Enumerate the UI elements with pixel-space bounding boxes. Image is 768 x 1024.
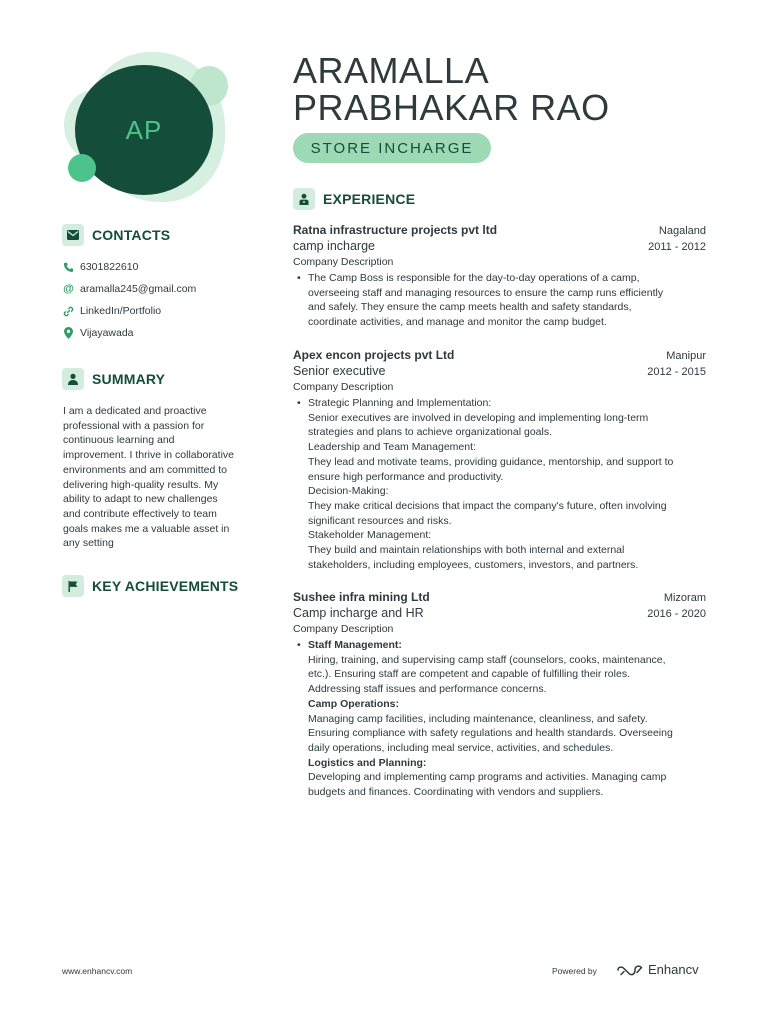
description-line: and safely. They ensure the camp meets health and safety standards, — [308, 301, 632, 314]
job-dates: 2011 - 2012 — [648, 241, 706, 253]
description-line: coordinate activities, and manage and monitor the camp budget. — [308, 316, 607, 329]
job-role: camp incharge — [293, 239, 375, 253]
description-line: ensure high performance and productivity. — [308, 470, 504, 483]
job-role: Senior executive — [293, 364, 386, 378]
footer-site-link[interactable]: www.enhancv.com — [62, 966, 133, 976]
job-location: Manipur — [666, 350, 706, 362]
description-line: overseeing staff and managing resources to ensure the camp runs efficiently — [308, 286, 664, 299]
job-description: • The Camp Boss is responsible for the day-to-day operations of a camp, overseeing staff and managing resources to ensure the camp runs efficiently and safely. They ensure the camp meets health and safety standards, coordinate activities, and manage and monitor the camp budget. — [293, 271, 706, 330]
link-icon — [63, 306, 74, 317]
description-line: Developing and implementing camp programs and activities. Managing camp — [308, 771, 667, 784]
contact-phone[interactable] — [63, 259, 196, 275]
contact-location — [63, 325, 196, 341]
experience-title: EXPERIENCE — [323, 191, 416, 207]
description-line: Decision-Making: — [308, 485, 389, 498]
job-dates: 2012 - 2015 — [647, 366, 706, 378]
job-location: Mizoram — [663, 592, 706, 604]
job-title-badge: STORE INCHARGE — [293, 133, 491, 163]
summary-text — [63, 404, 251, 551]
description-subheading: Camp Operations: — [308, 697, 400, 710]
portfolio-link: LinkedIn/Portfolio — [80, 305, 162, 317]
job-description: • Staff Management: Hiring, training, and supervising camp staff (counselors, cooks, maintenance, etc.). Ensuring staff are competent and capable of fulfilling their roles. Addressing staff issues and performance concerns. Camp Operations: Managing camp facilities, including maintenance, cleanliness, and safety. Ensuring compliance with safety regulations and health standards. Overseeing daily operations, including meal service, activities, and schedules. Logistics and Planning: Developing and implementing camp programs and activities. Managing camp budgets and finances. Coordinating with vendors and suppliers. — [293, 638, 706, 800]
enhancv-logo[interactable] — [617, 962, 699, 977]
achievements-heading — [62, 575, 238, 597]
experience-item — [293, 223, 706, 330]
description-line: Addressing staff issues and performance concerns. — [308, 683, 547, 696]
flag-icon — [62, 575, 84, 597]
contacts-list — [63, 259, 196, 341]
person-icon — [62, 368, 84, 390]
contacts-title: CONTACTS — [92, 227, 171, 243]
summary-heading — [62, 368, 165, 390]
location-text: Vijayawada — [80, 327, 134, 339]
job-location: Nagaland — [658, 225, 706, 237]
envelope-icon — [62, 224, 84, 246]
avatar-initials: AP — [75, 65, 213, 195]
summary-line: improvement. I thrive in collaborative — [63, 449, 234, 462]
experience-heading — [293, 188, 415, 210]
name-line-1: ARAMALLA — [293, 50, 490, 91]
summary-line: goals makes me a valuable asset in — [63, 522, 230, 535]
description-line: etc.). Ensuring staff are competent and capable of fulfilling their roles. — [308, 668, 630, 681]
candidate-name — [293, 52, 610, 126]
company-name: Sushee infra mining Ltd — [293, 590, 430, 604]
description-line: strategies and plans to achieve organizational goals. — [308, 426, 552, 439]
summary-line: I am a dedicated and proactive — [63, 405, 207, 417]
email-address: aramalla245@gmail.com — [80, 283, 197, 295]
description-line: Senior executives are involved in developing and implementing long-term — [308, 411, 649, 424]
summary-line: delivering high-quality results. My — [63, 478, 219, 491]
location-pin-icon — [63, 328, 74, 339]
description-line: Stakeholder Management: — [308, 529, 432, 542]
description-line: Leadership and Team Management: — [308, 441, 476, 454]
job-dates: 2016 - 2020 — [647, 608, 706, 620]
description-line: daily operations, including meal service, activities, and schedules. — [308, 741, 614, 754]
contact-link[interactable] — [63, 303, 196, 319]
company-name: Ratna infrastructure projects pvt ltd — [293, 223, 498, 237]
avatar — [60, 50, 235, 210]
experience-item — [293, 348, 706, 572]
summary-line: professional with a passion for — [63, 419, 205, 432]
job-description: • Strategic Planning and Implementation: Senior executives are involved in developing and implementing long-term strategies and plans to achieve organizational goals. Leadership and Team Management: They lead and motivate teams, providing guidance, mentorship, and support to ensure high performance and productivity. Decision-Making: They make critical decisions that impact the company's future, often involving significant resources and risks. Stakeholder Management: They build and maintain relationships with both internal and external stakeholders, including employees, customers, investors, and partners. — [293, 396, 706, 572]
company-name: Apex encon projects pvt Ltd — [293, 348, 455, 362]
summary-line: environments and am committed to — [63, 463, 227, 476]
description-line: Strategic Planning and Implementation: — [308, 397, 492, 409]
company-description-label: Company Description — [293, 381, 394, 393]
summary-line: any setting — [63, 537, 114, 550]
enhancv-brand-text: Enhancv — [648, 962, 699, 977]
job-role: Camp incharge and HR — [293, 606, 424, 620]
footer-powered-by: Powered by — [552, 966, 597, 976]
description-line: They make critical decisions that impact the company's future, often involving — [308, 499, 667, 512]
phone-icon — [63, 262, 74, 273]
description-line: budgets and finances. Coordinating with vendors and suppliers. — [308, 786, 604, 799]
contacts-heading — [62, 224, 170, 246]
description-line: They build and maintain relationships with both internal and external — [308, 544, 625, 557]
description-line: Managing camp facilities, including maintenance, cleanliness, and safety. — [308, 712, 648, 725]
enhancv-logo-icon — [617, 964, 643, 976]
phone-number: 6301822610 — [80, 261, 139, 273]
description-line: Ensuring compliance with safety regulations and health standards. Overseeing — [308, 727, 673, 740]
achievements-title: KEY ACHIEVEMENTS — [92, 578, 239, 594]
summary-line: and contribute effectively to team — [63, 507, 217, 520]
company-description-label: Company Description — [293, 623, 394, 635]
description-subheading: Staff Management: — [308, 639, 402, 651]
briefcase-person-icon — [293, 188, 315, 210]
description-line: Hiring, training, and supervising camp staff (counselors, cooks, maintenance, — [308, 653, 666, 666]
at-sign-icon: @ — [63, 283, 74, 295]
experience-item — [293, 590, 706, 800]
description-line: significant resources and risks. — [308, 514, 452, 527]
description-line: The Camp Boss is responsible for the day-to-day operations of a camp, — [308, 272, 640, 284]
summary-title: SUMMARY — [92, 371, 166, 387]
company-description-label: Company Description — [293, 256, 394, 268]
name-line-2: PRABHAKAR RAO — [293, 87, 610, 128]
description-subheading: Logistics and Planning: — [308, 756, 427, 769]
summary-line: continuous learning and — [63, 434, 175, 447]
contact-email[interactable] — [63, 281, 196, 297]
summary-line: ability to adapt to new challenges — [63, 493, 218, 506]
description-line: They lead and motivate teams, providing guidance, mentorship, and support to — [308, 455, 674, 468]
description-line: stakeholders, including employees, customers, investors, and partners. — [308, 558, 639, 571]
